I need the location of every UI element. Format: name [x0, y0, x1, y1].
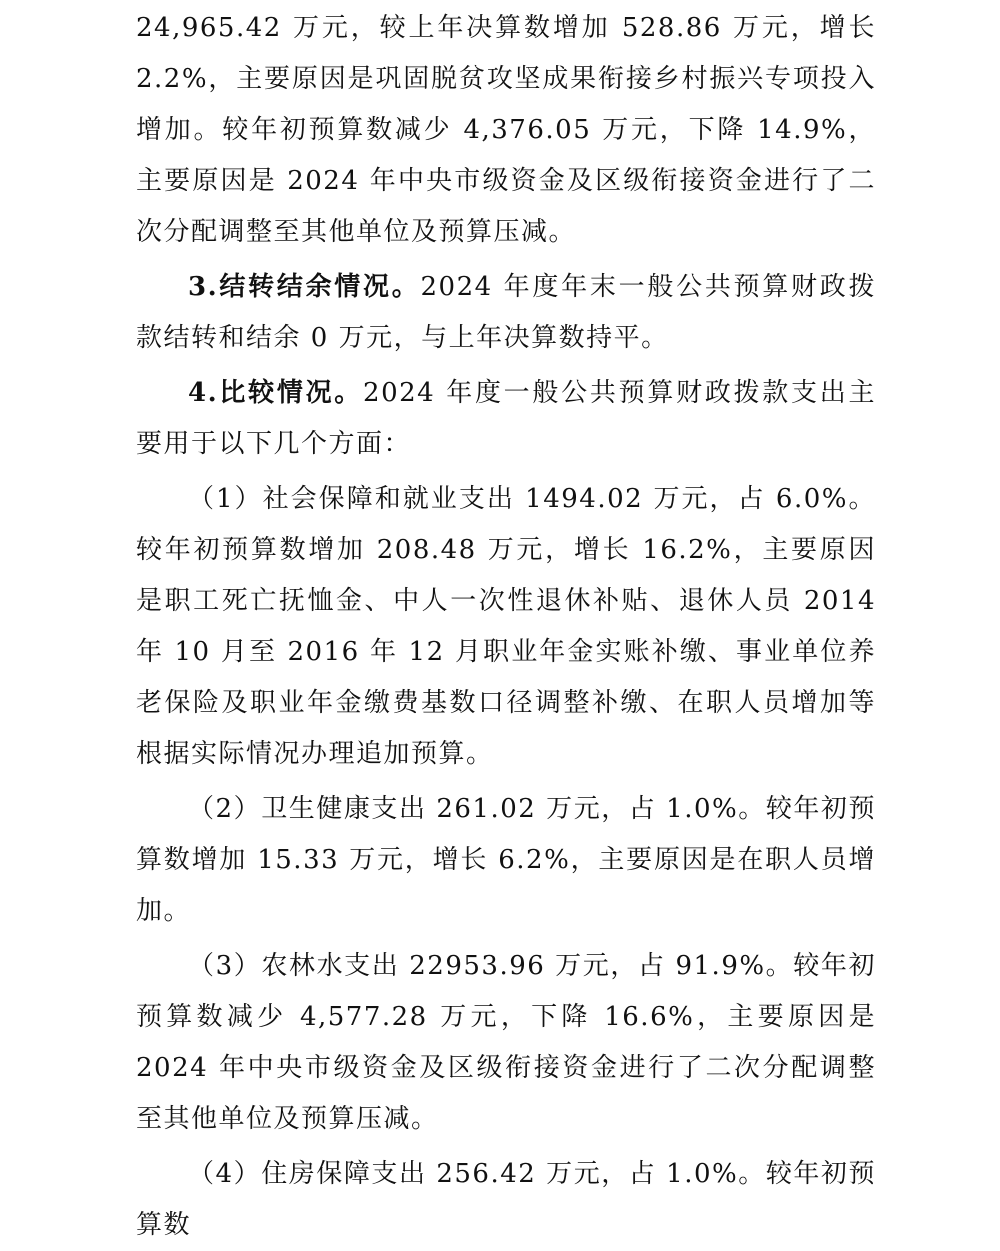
paragraph-text: 2024 年度一般公共预算财政拨款支出主要用于以下几个方面：	[136, 378, 876, 459]
paragraph-carryover-balance	[136, 262, 876, 364]
paragraph-housing	[136, 1149, 876, 1251]
paragraph-text: （2）卫生健康支出 261.02 万元，占 1.0%。较年初预算数增加 15.33 万元，增长 6.2%，主要原因是在职人员增加。	[136, 794, 876, 926]
paragraph-agriculture	[136, 941, 876, 1145]
paragraph-social-security	[136, 474, 876, 780]
paragraph-continuation	[136, 3, 876, 258]
paragraph-text: （3）农林水支出 22953.96 万元，占 91.9%。较年初预算数减少 4,577.28 万元，下降 16.6%，主要原因是 2024 年中央市级资金及区级衔接资金进行了二次分配调整至其他单位及预算压减。	[136, 951, 876, 1134]
paragraph-text: 2024 年度年末一般公共预算财政拨款结转和结余 0 万元，与上年决算数持平。	[136, 272, 876, 353]
paragraph-health	[136, 784, 876, 937]
document-page	[136, 0, 876, 1251]
paragraph-text: （4）住房保障支出 256.42 万元，占 1.0%。较年初预算数	[136, 1159, 876, 1240]
paragraph-text: （1）社会保障和就业支出 1494.02 万元，占 6.0%。较年初预算数增加 208.48 万元，增长 16.2%，主要原因是职工死亡抚恤金、中人一次性退休补贴、退休人员 2014 年 10 月至 2016 年 12 月职业年金实账补缴、事业单位养老保险及职业年金缴费基数口径调整补缴、在职人员增加等根据实际情况办理追加预算。	[136, 484, 876, 769]
paragraph-text: 24,965.42 万元，较上年决算数增加 528.86 万元，增长 2.2%，主要原因是巩固脱贫攻坚成果衔接乡村振兴专项投入增加。较年初预算数减少 4,376.05 万元，下降 14.9%，主要原因是 2024 年中央市级资金及区级衔接资金进行了二次分配调整至其他单位及预算压减。	[136, 13, 876, 247]
paragraph-comparison	[136, 368, 876, 470]
section-heading: 3.结转结余情况。	[188, 272, 421, 302]
section-heading: 4.比较情况。	[188, 378, 364, 408]
